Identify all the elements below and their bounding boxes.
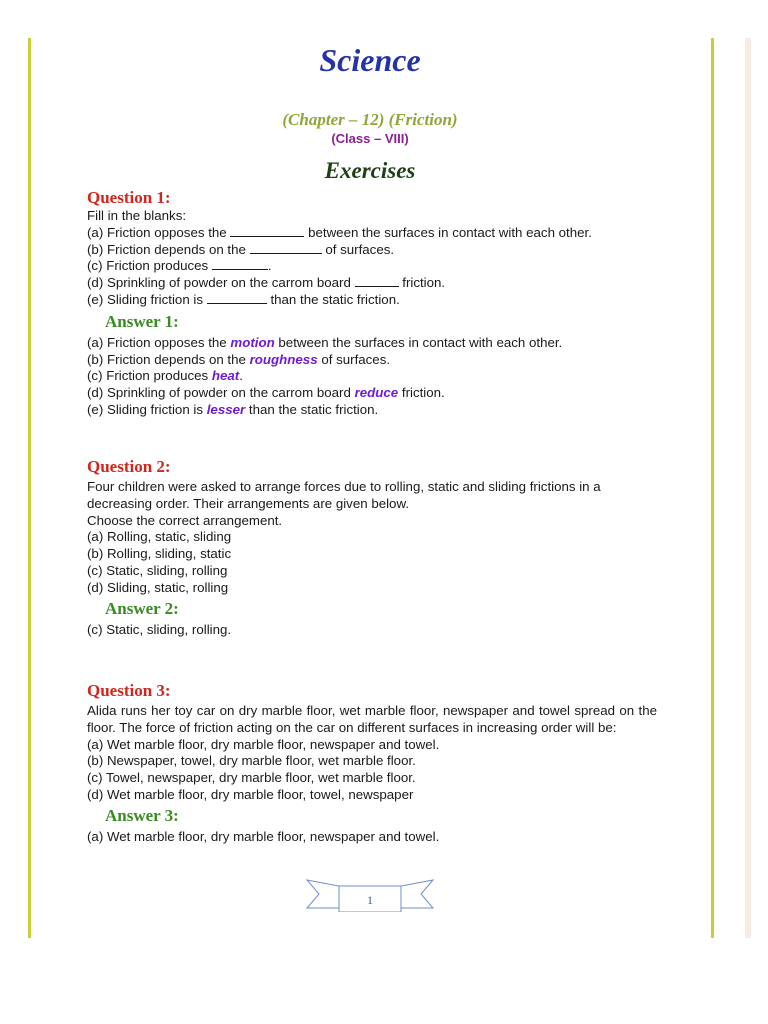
- answer-3-text: (a) Wet marble floor, dry marble floor, newspaper and towel.: [87, 828, 440, 844]
- question-2-option-a: (a) Rolling, static, sliding: [87, 529, 232, 545]
- blank-line: [212, 258, 268, 270]
- question-3-option-b: (b) Newspaper, towel, dry marble floor, wet marble floor.: [87, 753, 416, 769]
- question-1-item-e: (e) Sliding friction is than the static friction.: [87, 291, 400, 307]
- answer-1-item-b: (b) Friction depends on the roughness of surfaces.: [87, 351, 391, 367]
- question-1-intro: Fill in the blanks:: [87, 208, 187, 223]
- page-number: 1: [367, 893, 373, 907]
- blank-line: [355, 275, 399, 287]
- chapter-subtitle: (Chapter – 12) (Friction): [282, 110, 458, 129]
- answer-keyword: motion: [230, 334, 275, 350]
- answer-1-item-c: (c) Friction produces heat.: [87, 368, 243, 384]
- question-1-item-b: (b) Friction depends on the of surfaces.: [87, 241, 395, 257]
- question-2-heading: Question 2:: [87, 457, 171, 476]
- answer-2-heading: Answer 2:: [105, 598, 179, 618]
- answer-keyword: lesser: [206, 401, 246, 417]
- page-title: Science: [319, 42, 421, 78]
- answer-keyword: reduce: [354, 385, 399, 401]
- question-3-heading: Question 3:: [87, 681, 171, 700]
- question-1: [87, 187, 657, 419]
- answer-1-item-d: (d) Sprinkling of powder on the carrom board reduce friction.: [87, 385, 445, 401]
- question-3-text: Alida runs her toy car on dry marble floor, wet marble floor, newspaper and towel spread on the floor. The force of friction acting on the car on different surfaces in increasing order will be:: [87, 703, 657, 735]
- blank-line: [230, 225, 304, 237]
- section-heading: Exercises: [324, 158, 416, 183]
- question-3-option-d: (d) Wet marble floor, dry marble floor, towel, newspaper: [87, 786, 414, 802]
- question-1-item-d: (d) Sprinkling of powder on the carrom board friction.: [87, 275, 446, 291]
- answer-2-text: (c) Static, sliding, rolling.: [87, 621, 232, 637]
- answer-3-heading: Answer 3:: [105, 805, 179, 825]
- answer-1-heading: Answer 1:: [105, 311, 179, 331]
- question-2-option-c: (c) Static, sliding, rolling: [87, 562, 228, 578]
- question-1-heading: Question 1:: [87, 188, 171, 207]
- answer-1-list: [87, 335, 657, 419]
- scroll-gutter: [745, 38, 751, 938]
- question-2-prompt: Choose the correct arrangement.: [87, 512, 283, 528]
- question-3-option-c: (c) Towel, newspaper, dry marble floor, wet marble floor.: [87, 770, 416, 786]
- question-2: [87, 456, 657, 638]
- question-2-text: Four children were asked to arrange forces due to rolling, static and sliding frictions in a decreasing order. Their arrangements are given below.: [87, 479, 601, 511]
- answer-keyword: heat: [211, 368, 240, 384]
- answer-keyword: roughness: [249, 351, 318, 367]
- class-label: (Class – VIII): [331, 131, 409, 146]
- blank-line: [207, 292, 267, 304]
- blank-line: [250, 242, 322, 254]
- answer-1-item-a: (a) Friction opposes the motion between the surfaces in contact with each other.: [87, 334, 563, 350]
- question-3: [87, 680, 657, 846]
- question-2-option-d: (d) Sliding, static, rolling: [87, 579, 229, 595]
- question-1-item-a: (a) Friction opposes the between the surfaces in contact with each other.: [87, 224, 592, 240]
- question-1-item-c: (c) Friction produces .: [87, 258, 272, 274]
- question-2-option-b: (b) Rolling, sliding, static: [87, 546, 232, 562]
- answer-1-item-e: (e) Sliding friction is lesser than the static friction.: [87, 401, 379, 417]
- question-3-option-a: (a) Wet marble floor, dry marble floor, newspaper and towel.: [87, 736, 440, 752]
